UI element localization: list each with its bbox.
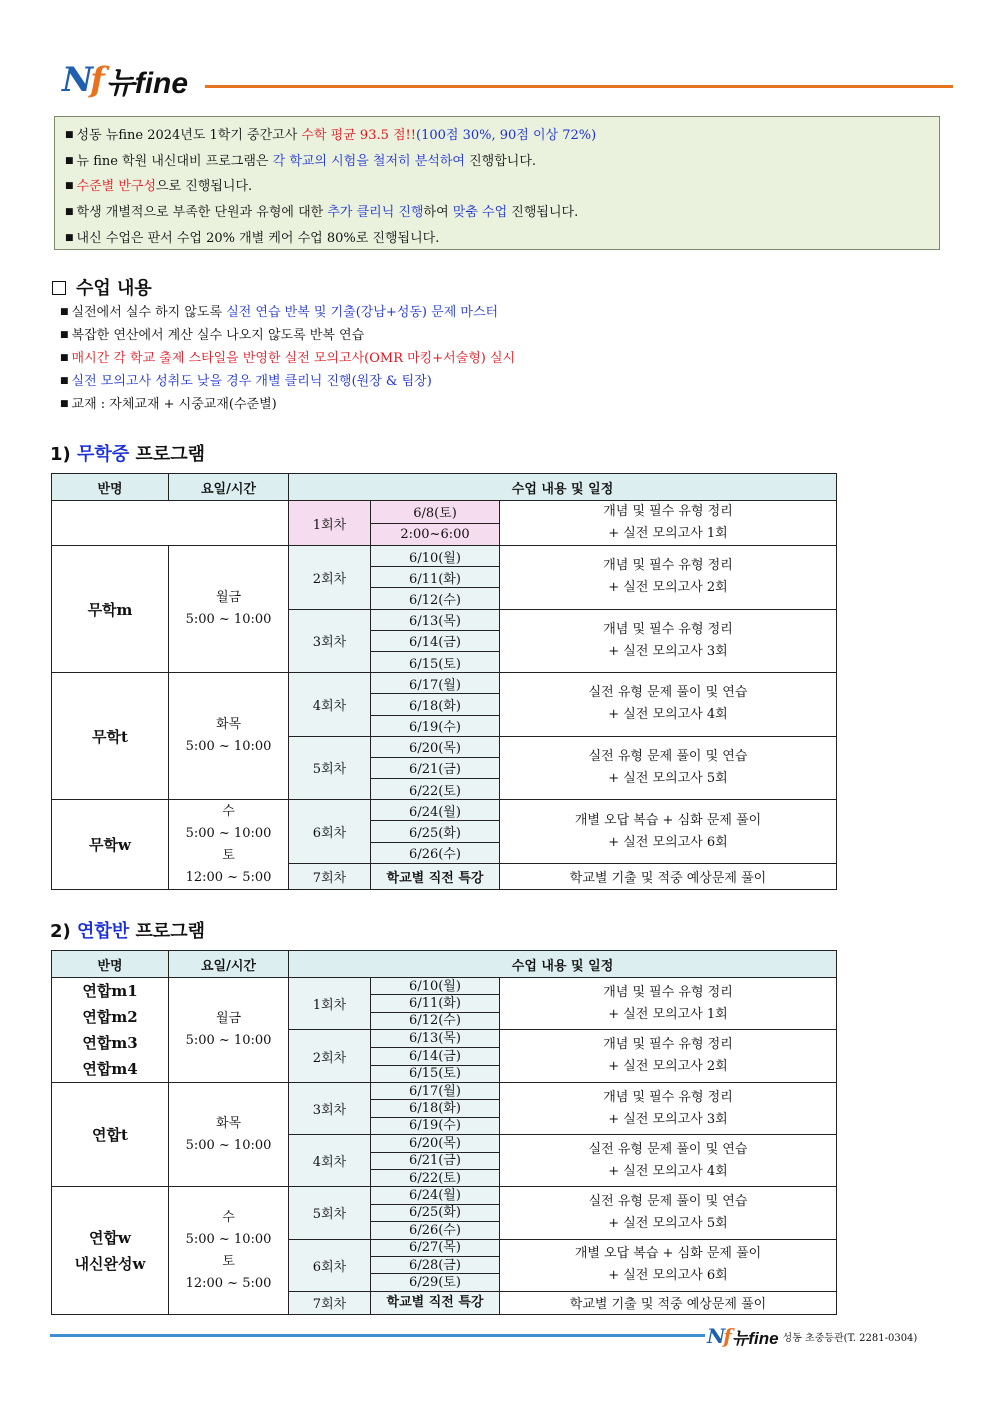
- bullet-icon: ■: [65, 232, 74, 243]
- program1-title: 1) 무학중 프로그램: [50, 444, 206, 465]
- round-desc: 개념 및 필수 유형 정리 + 실전 모의고사 3회: [500, 609, 837, 673]
- date-cell: 6/21(금): [371, 1152, 500, 1169]
- date-cell: 6/24(월): [371, 800, 500, 821]
- logo-mark: Nf: [62, 60, 102, 100]
- bullet-icon: ■: [65, 207, 74, 218]
- bullet-icon: ■: [65, 155, 74, 166]
- section-title: 수업 내용: [52, 274, 152, 300]
- text-segment: 뉴 fine 학원 내신대비 프로그램은: [76, 153, 273, 169]
- program2-title: 2) 연합반 프로그램: [50, 921, 206, 942]
- empty-cell: [52, 501, 289, 546]
- bullet-icon: ■: [60, 307, 69, 317]
- date-cell: 6/24(월): [371, 1187, 500, 1204]
- class-schedule: 월금 5:00 ~ 10:00: [169, 546, 289, 673]
- date-cell: 6/27(목): [371, 1239, 500, 1256]
- program1-table: [51, 473, 837, 890]
- date-cell: 6/11(화): [371, 995, 500, 1012]
- brand-logo: [62, 60, 188, 100]
- date-cell: 6/10(월): [371, 978, 500, 995]
- round-label: 2회차: [289, 546, 371, 610]
- date-cell: 6/12(수): [371, 1012, 500, 1029]
- bullet-icon: ■: [60, 353, 69, 363]
- round-desc: 개념 및 필수 유형 정리 + 실전 모의고사 2회: [500, 546, 837, 610]
- class-name: 무학t: [52, 673, 169, 800]
- date-cell: 6/20(목): [371, 736, 500, 757]
- text-segment: 학생 개별적으로 부족한 단원과 유형에 대한: [76, 205, 328, 221]
- table-header-row: [52, 951, 837, 978]
- header-content: 수업 내용 및 일정: [289, 474, 837, 501]
- content-item: [60, 301, 515, 324]
- table-row: [52, 978, 837, 995]
- notice-line: [65, 123, 929, 149]
- date-cell: 6/8(토): [371, 501, 500, 524]
- logo-text: 뉴fine: [105, 67, 189, 100]
- date-cell: 6/17(월): [371, 1083, 500, 1100]
- round-label: 7회차: [289, 863, 371, 889]
- table-header-row: [52, 474, 837, 501]
- text-segment: 진행됩니다.: [507, 205, 579, 221]
- text-segment: 실전에서 실수 하지 않도록: [71, 305, 227, 320]
- content-item: [60, 324, 515, 347]
- round-desc: 개별 오답 복습 + 심화 문제 풀이 + 실전 모의고사 6회: [500, 800, 837, 864]
- bullet-icon: ■: [60, 376, 69, 386]
- round-desc: 실전 유형 문제 풀이 및 연습 + 실전 모의고사 4회: [500, 1135, 837, 1187]
- round-label: 2회차: [289, 1030, 371, 1083]
- text-segment: 수학 평균 93.5 점!!: [301, 128, 417, 143]
- final-title: 학교별 직전 특강: [371, 1291, 500, 1314]
- table-row: [52, 673, 837, 694]
- bullet-icon: ■: [60, 399, 69, 409]
- content-item: [60, 393, 515, 416]
- round-label: 5회차: [289, 1187, 371, 1239]
- text-segment: 하여: [423, 205, 453, 221]
- class-schedule: 수 5:00 ~ 10:00 토 12:00 ~ 5:00: [169, 1187, 289, 1314]
- date-cell: 6/25(화): [371, 821, 500, 842]
- notice-line: [65, 226, 929, 252]
- date-cell: 6/20(목): [371, 1135, 500, 1152]
- class-schedule: 수 5:00 ~ 10:00 토 12:00 ~ 5:00: [169, 800, 289, 890]
- bullet-icon: ■: [65, 181, 74, 192]
- date-cell: 6/13(목): [371, 1030, 500, 1048]
- class-schedule: 월금 5:00 ~ 10:00: [169, 978, 289, 1083]
- round-label: 7회차: [289, 1291, 371, 1314]
- text-segment: 성동 뉴fine 2024년도 1학기 중간고사: [76, 128, 302, 143]
- program2-table: [51, 950, 837, 1315]
- round-label: 6회차: [289, 800, 371, 864]
- date-cell: 6/18(화): [371, 694, 500, 715]
- time-cell: 2:00~6:00: [371, 523, 500, 546]
- header-time: 요일/시간: [169, 474, 289, 501]
- text-segment: 매시간 각 학교 출제 스타일을 반영한 실전 모의고사(OMR 마킹+서술형) 실시: [71, 351, 516, 366]
- class-name: 연합m1 연합m2 연합m3 연합m4: [52, 978, 169, 1083]
- date-cell: 6/14(금): [371, 1048, 500, 1065]
- date-cell: 6/15(토): [371, 651, 500, 672]
- final-title: 학교별 직전 특강: [371, 863, 500, 889]
- date-cell: 6/28(금): [371, 1256, 500, 1273]
- date-cell: 6/26(수): [371, 1222, 500, 1239]
- class-schedule: 화목 5:00 ~ 10:00: [169, 673, 289, 800]
- round-desc: 개념 및 필수 유형 정리 + 실전 모의고사 1회: [500, 978, 837, 1030]
- content-list: [60, 301, 515, 416]
- table-row: [52, 800, 837, 821]
- round-desc: 개별 오답 복습 + 심화 문제 풀이 + 실전 모의고사 6회: [500, 1239, 837, 1291]
- bullet-icon: ■: [60, 330, 69, 340]
- date-cell: 6/19(수): [371, 1117, 500, 1134]
- round-desc: 실전 유형 문제 풀이 및 연습 + 실전 모의고사 5회: [500, 1187, 837, 1239]
- notice-box: [54, 116, 940, 250]
- date-cell: 6/11(화): [371, 567, 500, 588]
- table-row: [52, 1187, 837, 1204]
- round-label: 4회차: [289, 1135, 371, 1187]
- bullet-icon: ■: [65, 130, 74, 140]
- date-cell: 6/15(토): [371, 1065, 500, 1082]
- footer-logo: [707, 1325, 917, 1347]
- round-desc: 개념 및 필수 유형 정리 + 실전 모의고사 1회: [500, 501, 837, 546]
- final-desc: 학교별 기출 및 적중 예상문제 풀이: [500, 863, 837, 889]
- text-segment: 실전 모의고사 성취도 낮을 경우 개별 클리닉 진행(원장 & 팀장): [71, 374, 432, 389]
- date-cell: 6/21(금): [371, 757, 500, 778]
- text-segment: 추가 클리닉 진행: [327, 205, 424, 221]
- round-label: 6회차: [289, 1239, 371, 1291]
- header-time: 요일/시간: [169, 951, 289, 978]
- date-cell: 6/26(수): [371, 842, 500, 863]
- text-segment: 맞춤 수업: [452, 205, 508, 221]
- content-item: [60, 347, 515, 370]
- text-segment: 실전 연습 반복 및 기출(강남+성동) 문제 마스터: [226, 305, 499, 320]
- footer-logo-text: 뉴fine: [731, 1328, 779, 1348]
- date-cell: 6/13(목): [371, 609, 500, 630]
- date-cell: 6/18(화): [371, 1100, 500, 1117]
- content-item: [60, 370, 515, 393]
- class-schedule: 화목 5:00 ~ 10:00: [169, 1083, 289, 1187]
- round-label: 1회차: [289, 501, 371, 546]
- table-row: [52, 501, 837, 524]
- class-name: 연합w 내신완성w: [52, 1187, 169, 1314]
- round-label: 1회차: [289, 978, 371, 1030]
- date-cell: 6/10(월): [371, 546, 500, 567]
- footer-divider: [50, 1334, 705, 1337]
- notice-line: [65, 174, 929, 200]
- date-cell: 6/14(금): [371, 630, 500, 651]
- text-segment: 교재 : 자체교재 + 시중교재(수준별): [71, 397, 277, 412]
- footer-address: 성동 초중등관(T. 2281-0304): [782, 1332, 918, 1344]
- table-row: [52, 546, 837, 567]
- checkbox-square-icon: [52, 281, 66, 295]
- date-cell: 6/12(수): [371, 588, 500, 609]
- header-content: 수업 내용 및 일정: [289, 951, 837, 978]
- round-desc: 개념 및 필수 유형 정리 + 실전 모의고사 2회: [500, 1030, 837, 1083]
- table-row: [52, 1083, 837, 1100]
- class-name: 무학m: [52, 546, 169, 673]
- round-label: 5회차: [289, 736, 371, 800]
- notice-line: [65, 200, 929, 226]
- round-label: 4회차: [289, 673, 371, 737]
- text-segment: 수준별 반구성: [76, 179, 156, 195]
- date-cell: 6/22(토): [371, 779, 500, 800]
- round-desc: 실전 유형 문제 풀이 및 연습 + 실전 모의고사 4회: [500, 673, 837, 737]
- date-cell: 6/25(화): [371, 1204, 500, 1221]
- date-cell: 6/22(토): [371, 1169, 500, 1186]
- header-class: 반명: [52, 951, 169, 978]
- text-segment: (100점 30%, 90점 이상 72%): [416, 128, 597, 143]
- class-name: 연합t: [52, 1083, 169, 1187]
- class-name: 무학w: [52, 800, 169, 890]
- footer-logo-mark: Nf: [707, 1324, 730, 1348]
- round-desc: 실전 유형 문제 풀이 및 연습 + 실전 모의고사 5회: [500, 736, 837, 800]
- date-cell: 6/17(월): [371, 673, 500, 694]
- date-cell: 6/29(토): [371, 1274, 500, 1291]
- round-label: 3회차: [289, 609, 371, 673]
- header-divider: [205, 85, 953, 88]
- header-class: 반명: [52, 474, 169, 501]
- text-segment: 각 학교의 시험을 철저히 분석하여: [272, 153, 465, 169]
- text-segment: 내신 수업은 판서 수업 20% 개별 케어 수업 80%로 진행됩니다.: [76, 230, 440, 246]
- date-cell: 6/19(수): [371, 715, 500, 736]
- text-segment: 으로 진행됩니다.: [156, 179, 253, 195]
- round-desc: 개념 및 필수 유형 정리 + 실전 모의고사 3회: [500, 1083, 837, 1135]
- round-label: 3회차: [289, 1083, 371, 1135]
- final-desc: 학교별 기출 및 적중 예상문제 풀이: [500, 1291, 837, 1314]
- text-segment: 진행합니다.: [464, 153, 537, 169]
- text-segment: 복잡한 연산에서 계산 실수 나오지 않도록 반복 연습: [71, 328, 365, 343]
- notice-line: [65, 149, 929, 175]
